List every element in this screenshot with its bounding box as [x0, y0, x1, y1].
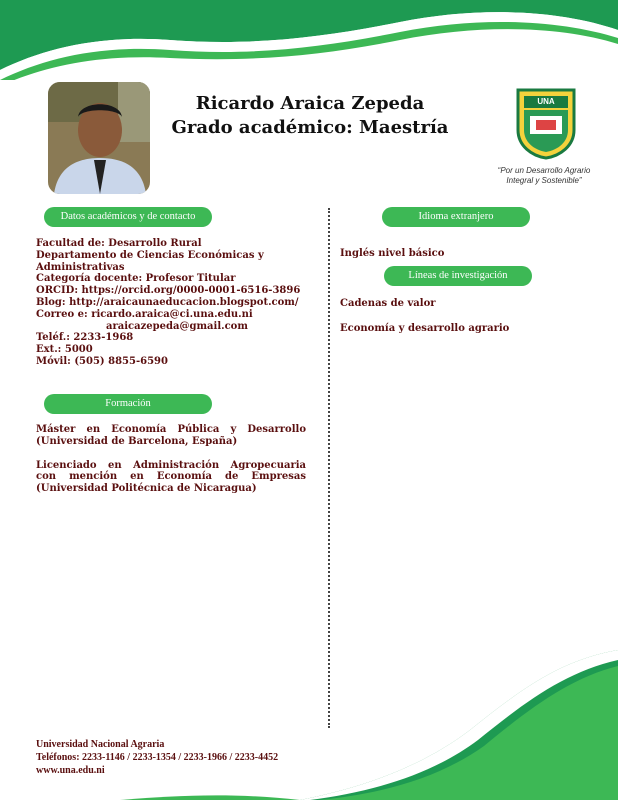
education-section-header: Formación [44, 394, 212, 414]
footer-university: Universidad Nacional Agraria [36, 739, 165, 750]
education-item1-line1: Máster en Economía Pública y Desarrollo [36, 424, 306, 435]
contact-section-header: Datos académicos y de contacto [44, 207, 212, 227]
top-wave-decoration [0, 0, 618, 80]
blog: Blog: http://araicaunaeducacion.blogspot.com/ [36, 296, 299, 308]
department: Departamento de Ciencias Económicas y [36, 249, 264, 261]
education-item2-line1: Licenciado en Administración Agropecuaria [36, 459, 306, 471]
page-number: 102 [321, 772, 339, 786]
email-secondary: araicazepeda@gmail.com [106, 320, 248, 332]
faculty: Facultad de: Desarrollo Rural [36, 238, 202, 249]
email-primary: Correo e: ricardo.araica@ci.una.edu.ni [36, 308, 253, 320]
contact-details [36, 238, 300, 368]
education-item2-line2: con mención en Economía de Empresas [36, 471, 306, 483]
orcid: ORCID: https://orcid.org/0000-0001-6516-3896 [36, 285, 301, 297]
motto-line2: Integral y Sostenible” [506, 176, 582, 185]
una-seal-icon [514, 86, 578, 160]
footer-website: www.una.edu.ni [36, 765, 105, 776]
language-item: Inglés nivel básico [340, 248, 445, 259]
education-item2-line3: (Universidad Politécnica de Nicaragua) [36, 483, 257, 495]
teaching-category: Categoría docente: Profesor Titular [36, 273, 236, 285]
research-section-header: Líneas de investigación [384, 266, 532, 286]
portrait-photo [48, 82, 150, 194]
research-item-1: Cadenas de valor [340, 298, 436, 309]
phone: Teléf.: 2233-1968 [36, 332, 134, 344]
logo-text: UNA [537, 97, 555, 106]
education-item1-line2: (Universidad de Barcelona, España) [36, 435, 238, 447]
research-item-2: Economía y desarrollo agrario [340, 323, 510, 334]
education-list [36, 424, 306, 495]
footer-phones: Teléfonos: 2233-1146 / 2233-1354 / 2233-1966 / 2233-4452 [36, 752, 279, 763]
extension: Ext.: 5000 [36, 344, 93, 356]
department-cont: Administrativas [36, 261, 125, 273]
academic-degree: Grado académico: Maestría [171, 117, 449, 138]
profile-name: Ricardo Araica Zepeda [195, 93, 425, 114]
motto-line1: “Por un Desarrollo Agrario [497, 166, 591, 175]
language-section-header: Idioma extranjero [382, 207, 530, 227]
footer-info [36, 738, 278, 777]
motto [478, 166, 610, 186]
mobile: Móvil: (505) 8855-6590 [36, 355, 168, 367]
